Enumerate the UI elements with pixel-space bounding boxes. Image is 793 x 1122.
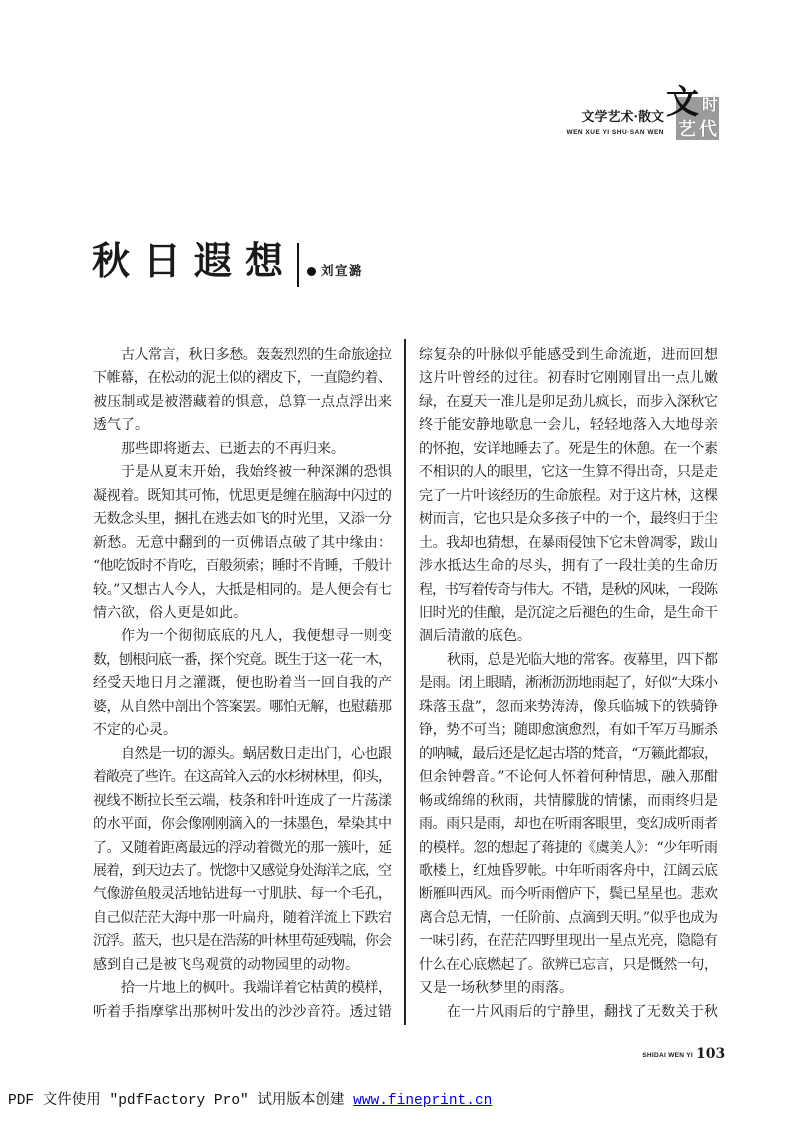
text-line-content: 自然是一切的源头。蜗居数日走出门，心也跟	[121, 745, 392, 762]
text-line	[93, 391, 392, 414]
text-line-content: 情六欲，俗人更是如此。	[93, 604, 247, 621]
text-line	[93, 907, 392, 930]
text-line	[93, 743, 392, 766]
text-line-content: 古人常言，秋日多愁。轰轰烈烈的生命旅途拉	[121, 347, 392, 363]
text-line-content: 无数念头里，捆扎在逃去如飞的时光里，又添一分	[93, 511, 392, 528]
text-line	[419, 672, 718, 695]
text-line-content: 了。又随着距离最远的浮动着微光的那一簇叶，延	[93, 839, 392, 856]
text-line	[93, 461, 392, 484]
text-line-content: 较。”又想古人今人，大抵是相同的。是人便会有七	[93, 581, 392, 598]
text-line	[93, 837, 392, 860]
logo-char-wen: 文	[666, 82, 699, 121]
text-line-content: 树而言，它也只是众多孩子中的一个，最终归于尘	[419, 511, 718, 528]
text-line-content: 经受天地日月之灌溉，便也盼着当一回自我的产	[93, 675, 393, 692]
page-number: 103	[696, 1046, 726, 1062]
text-line-content: 不定的心灵。	[93, 722, 177, 739]
text-line-content: 的呐喊，最后还是忆起古塔的梵音，“万籁此都寂，	[419, 745, 718, 762]
text-line	[93, 414, 392, 437]
text-line-content: 着敞亮了些许。在这高耸入云的水杉树林里，仰头，	[93, 769, 391, 786]
text-line	[419, 1001, 718, 1024]
text-line-content: 土。我却也猜想，在暴雨侵蚀下它未曾凋零，跋山	[419, 534, 718, 551]
text-line	[93, 625, 392, 648]
text-line	[419, 977, 718, 1000]
text-line	[93, 602, 392, 625]
right-column	[419, 344, 718, 1024]
left-column	[93, 344, 392, 1024]
text-line-content: 程，书写着传奇与伟大。不错，是秋的风味，一段陈	[419, 581, 717, 598]
text-line	[93, 719, 392, 742]
text-line-content: 的怀抱，安详地睡去了。死是生的休憩。在一个素	[419, 440, 718, 457]
logo-char-dai: 代	[699, 119, 717, 140]
text-line	[419, 954, 718, 977]
text-line	[93, 883, 392, 906]
text-line-content: 绿，在夏天一准儿是卯足劲儿疯长，而步入深秋它	[419, 393, 718, 410]
text-line-content: 的水平面，你会像刚刚滴入的一抹墨色，晕染其中	[93, 816, 392, 833]
text-line	[419, 860, 718, 883]
paragraph	[93, 743, 392, 978]
footer-magazine-name: SHIDAI WEN YI	[642, 1052, 693, 1059]
text-line	[93, 1001, 392, 1024]
text-line	[419, 391, 718, 414]
text-line-content: 拾一片地上的枫叶。我端详着它枯黄的模样，	[121, 980, 392, 997]
text-line-content: 是雨。闭上眼睛，淅淅沥沥地雨起了，好似“大珠小	[419, 675, 718, 692]
paragraph	[419, 649, 718, 1001]
text-line	[93, 579, 392, 602]
text-line	[93, 672, 392, 695]
text-line	[93, 532, 392, 555]
text-line	[419, 743, 718, 766]
text-line-content: 听着手指摩挲出那树叶发出的沙沙音符。透过错	[93, 1003, 393, 1020]
text-line	[419, 883, 718, 906]
text-line	[93, 766, 392, 789]
paragraph	[93, 625, 392, 742]
watermark-text: PDF 文件使用 "pdfFactory Pro" 试用版本创建	[8, 1093, 345, 1109]
text-line	[93, 790, 392, 813]
text-line-content: 那些即将逝去、已逝去的不再归来。	[121, 440, 345, 457]
text-line-content: 秋雨，总是光临大地的常客。夜幕里，四下都	[447, 651, 718, 668]
text-line	[93, 367, 392, 390]
text-line	[93, 860, 392, 883]
text-line	[93, 438, 392, 461]
text-line-content: 于是从夏末开始，我始终被一种深渊的恐惧	[121, 464, 393, 481]
text-line	[419, 766, 718, 789]
paragraph	[419, 1001, 718, 1024]
text-line	[419, 461, 718, 484]
text-line	[93, 485, 392, 508]
text-line	[419, 790, 718, 813]
text-line-content: 雨。雨只是雨，却也在听雨客眼里，变幻成听雨者	[419, 816, 718, 833]
text-line	[93, 813, 392, 836]
text-line-content: 被压制或是被潜藏着的惧意，总算一点点浮出来	[93, 393, 393, 410]
text-line	[419, 555, 718, 578]
text-line	[419, 602, 718, 625]
paragraph	[93, 438, 392, 461]
text-line-content: 铮，势不可当；随即愈演愈烈，有如千军万马厮杀	[419, 722, 718, 739]
text-line-content: 综复杂的叶脉似乎能感受到生命流逝，进而回想	[419, 347, 719, 363]
article-title: 秋日遐想	[92, 238, 297, 283]
section-title: 文学艺术·散文	[581, 110, 664, 125]
text-line	[419, 813, 718, 836]
text-line	[419, 532, 718, 555]
text-line-content: 什么在心底燃起了。欲辨已忘言，只是慨然一句，	[419, 956, 718, 973]
text-line	[419, 438, 718, 461]
text-line	[419, 907, 718, 930]
paragraph	[93, 344, 392, 438]
magazine-logo	[666, 82, 720, 142]
article-author: 刘宣潞	[321, 263, 364, 278]
logo-char-yi: 艺	[678, 119, 696, 140]
text-line	[93, 930, 392, 953]
text-line	[93, 954, 392, 977]
text-line-content: 畅或绵绵的秋雨，共情朦胧的情愫，而雨终归是	[419, 792, 719, 809]
text-line-content: 不相识的人的眼里，它这一生算不得出奇，只是走	[419, 464, 718, 481]
text-line-content: 新愁。无意中翻到的一页佛语点破了其中缘由：	[93, 534, 393, 551]
text-line-content: 沉浮。蓝天，也只是在浩荡的叶林里苟延残喘，你会	[93, 933, 391, 950]
text-line	[419, 414, 718, 437]
text-line	[419, 344, 718, 367]
text-line-content: 断雁叫西风。而今听雨僧庐下，鬓已星星也。悲欢	[419, 886, 718, 903]
text-line	[419, 696, 718, 719]
text-line-content: “他吃饭时不肯吃，百般须索；睡时不肯睡，千般计	[93, 558, 392, 575]
text-line	[419, 508, 718, 531]
paragraph	[93, 977, 392, 1024]
text-line	[93, 696, 392, 719]
text-line	[93, 344, 392, 367]
text-line	[419, 625, 718, 648]
text-line	[419, 485, 718, 508]
logo-char-shi: 时	[702, 95, 719, 114]
text-line-content: 一味引药，在茫茫四野里现出一星点光亮，隐隐有	[419, 933, 718, 950]
text-line-content: 在一片风雨后的宁静里，翻找了无数关于秋	[447, 1003, 719, 1020]
section-title-pinyin: WEN XUE YI SHU·SAN WEN	[566, 129, 664, 136]
text-line-content: 的模样。忽的想起了蒋捷的《虞美人》：“少年听雨	[419, 839, 718, 856]
text-line-content: 下帷幕，在松动的泥土似的褶皮下，一直隐约着、	[93, 370, 392, 387]
text-line-content: 自己似茫茫大海中那一叶扁舟，随着洋流上下跌宕	[93, 909, 392, 926]
text-line-content: 但余钟磬音。”不论何人怀着何种情思，融入那酣	[419, 769, 719, 786]
pdf-watermark	[8, 1092, 492, 1110]
text-line-content: 凝视着。既知其可怖，忧思更是缠在脑海中闪过的	[93, 487, 392, 504]
text-line	[419, 719, 718, 742]
text-line-content: 珠落玉盘”，忽而来势涛涛，像兵临城下的铁骑铮	[419, 698, 718, 715]
text-line-content: 这片叶曾经的过往。初春时它刚刚冒出一点儿嫩	[419, 370, 719, 387]
text-line-content: 完了一片叶该经历的生命旅程。对于这片林，这棵	[419, 487, 718, 504]
text-line	[419, 930, 718, 953]
text-line-content: 气像游鱼般灵活地钻进每一寸肌肤、每一个毛孔，	[93, 886, 392, 903]
text-line-content: 数，刨根问底一番，探个究竟。既生于这一花一木，	[93, 651, 391, 668]
text-line	[419, 579, 718, 602]
text-line-content: 涸后清澈的底色。	[419, 628, 531, 645]
text-line-content: 涉水抵达生命的尽头，拥有了一段壮美的生命历	[419, 558, 719, 575]
paragraph	[419, 344, 718, 649]
text-line-content: 作为一个彻彻底底的凡人，我便想寻一则变	[121, 628, 393, 645]
text-line-content: 终于能安静地歇息一会儿，轻轻地落入大地母亲	[419, 417, 719, 434]
text-line	[419, 649, 718, 672]
text-line-content: 又是一场秋梦里的雨落。	[419, 980, 573, 997]
text-line	[93, 555, 392, 578]
text-line	[93, 977, 392, 1000]
text-line-content: 透气了。	[93, 417, 149, 434]
text-line-content: 视线不断拉长至云端，枝条和针叶连成了一片荡漾	[93, 792, 392, 809]
watermark-link[interactable]: www.fineprint.cn	[353, 1093, 493, 1109]
text-line-content: 歌楼上，红烛昏罗帐。中年听雨客舟中，江阔云底	[419, 862, 718, 879]
text-line-content: 离合总无情，一任阶前、点滴到天明。”似乎也成为	[419, 909, 718, 926]
title-divider	[297, 243, 299, 287]
paragraph	[93, 461, 392, 625]
text-line-content: 旧时光的佳酿，是沉淀之后褪色的生命，是生命干	[419, 604, 718, 621]
text-line-content: 婆，从自然中剖出个答案罢。哪怕无解，也慰藉那	[93, 698, 392, 715]
bullet-icon	[307, 267, 316, 276]
text-line	[93, 649, 392, 672]
text-line-content: 展着，到天边去了。恍惚中又感觉身处海洋之底，空	[93, 862, 391, 879]
text-line	[419, 837, 718, 860]
column-divider	[404, 339, 406, 1025]
text-line	[93, 508, 392, 531]
text-line	[419, 367, 718, 390]
text-line-content: 感到自己是被飞鸟观赏的动物园里的动物。	[93, 956, 359, 973]
